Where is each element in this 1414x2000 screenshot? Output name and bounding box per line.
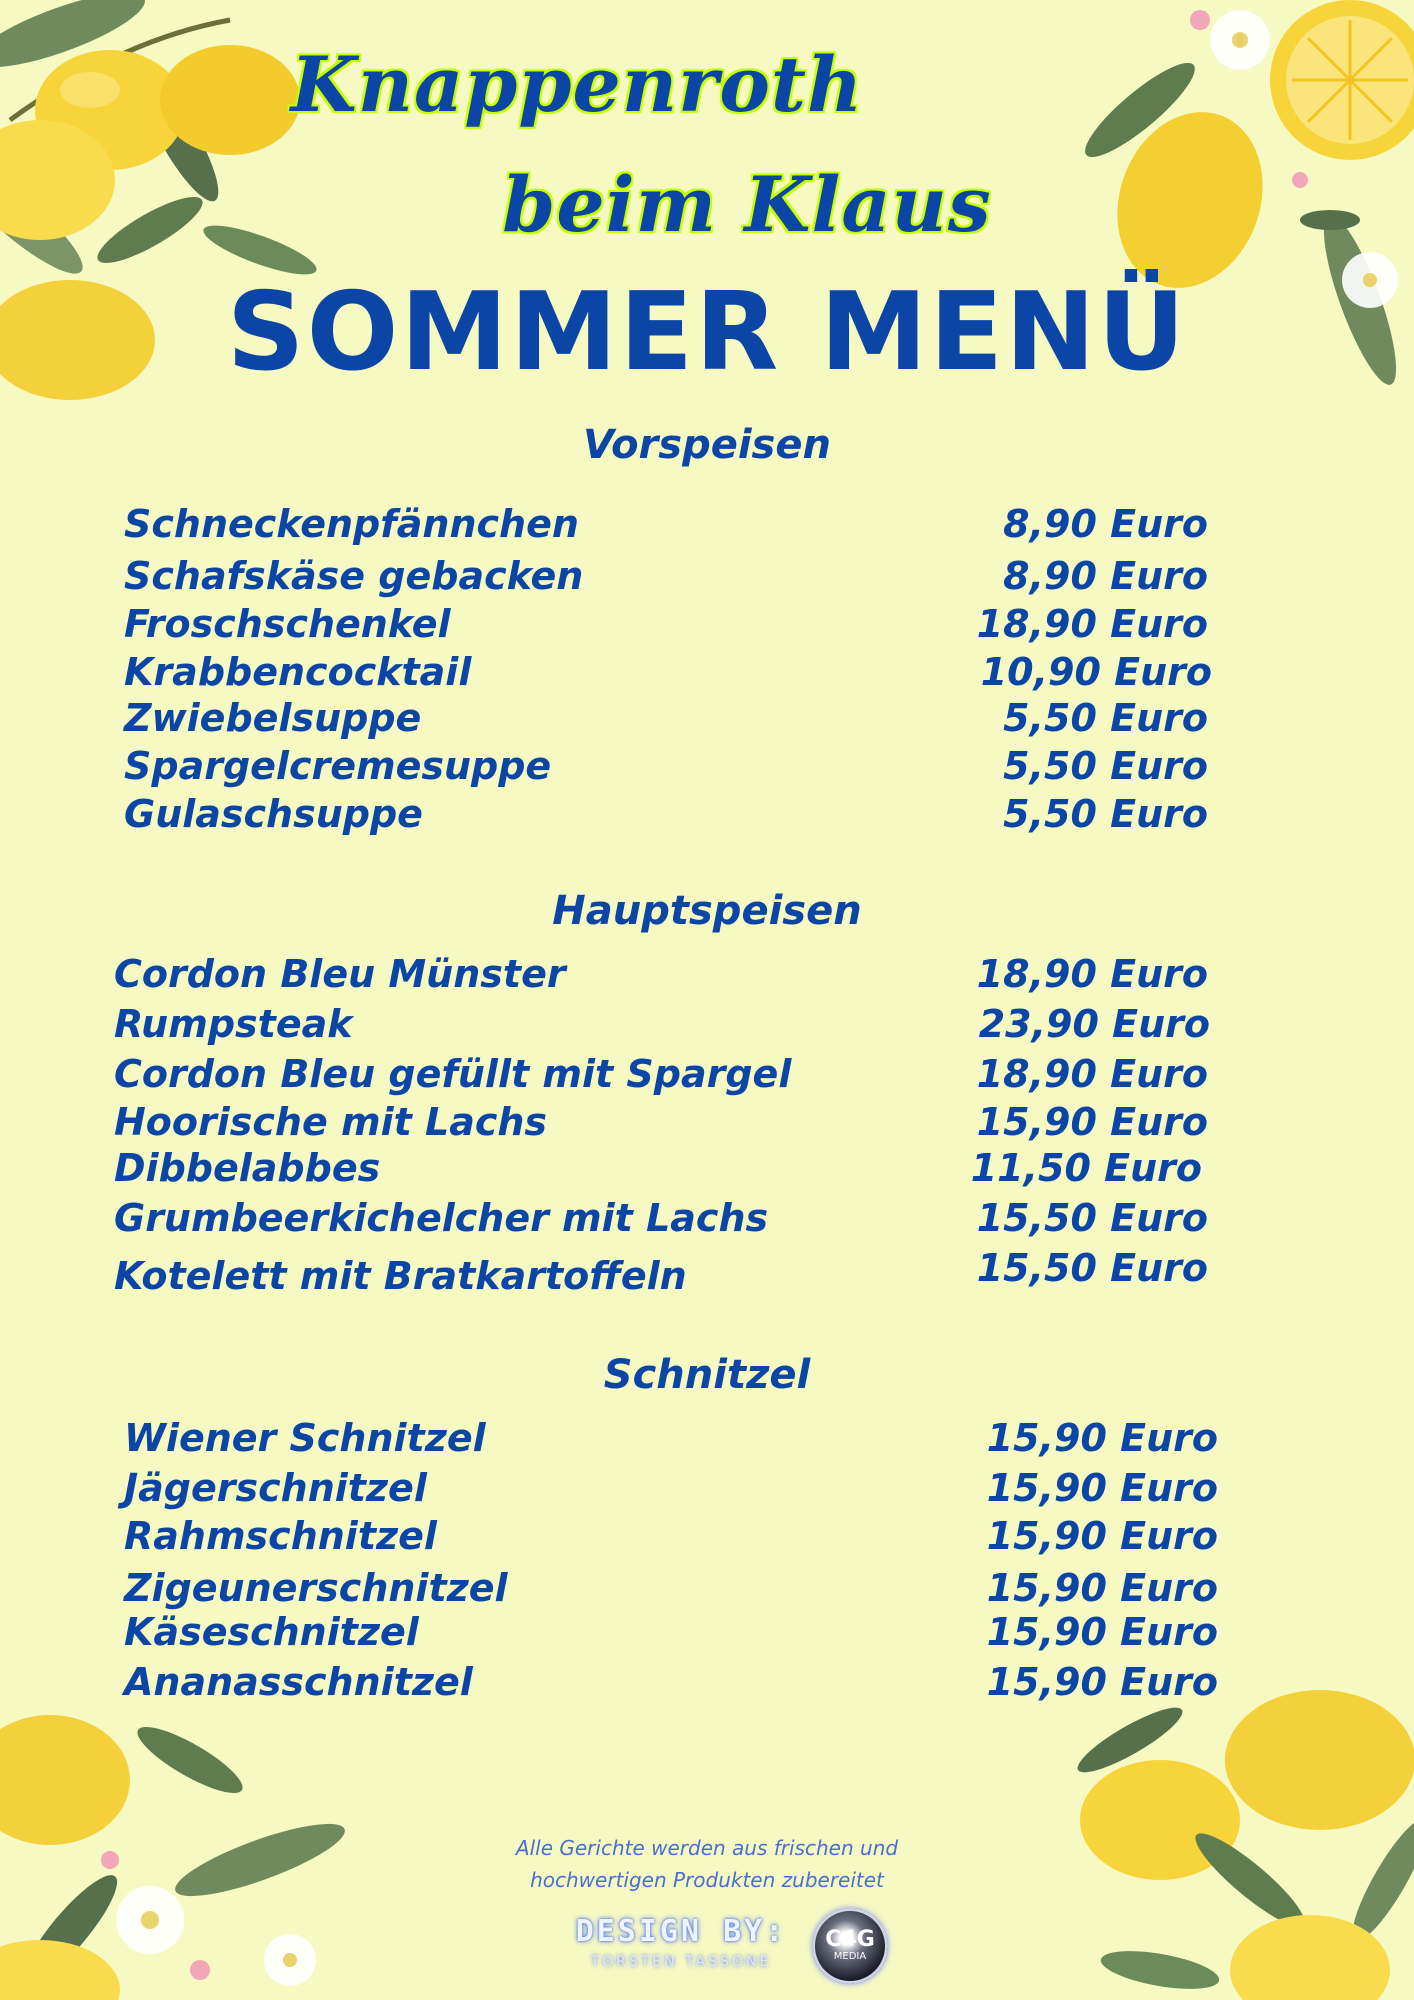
list-item	[114, 1052, 1208, 1100]
item-price: 15,90 Euro	[976, 1100, 1208, 1144]
item-price: 5,50 Euro	[1003, 792, 1208, 836]
item-name: Froschschenkel	[124, 602, 451, 646]
footer-note-line1: Alle Gerichte werden aus frischen und	[515, 1836, 899, 1860]
footer-note	[0, 1832, 1414, 1896]
list-item	[114, 1100, 1208, 1148]
item-name: Jägerschnitzel	[124, 1466, 427, 1510]
item-name: Krabbencocktail	[124, 650, 472, 694]
menu-title: SOMMER MENÜ	[226, 270, 1188, 395]
section-title-schnitzel: Schnitzel	[603, 1352, 811, 1398]
list-item	[124, 502, 1208, 550]
list-item	[124, 1514, 1218, 1562]
item-price: 8,90 Euro	[1003, 502, 1208, 546]
item-name: Zigeunerschnitzel	[124, 1566, 508, 1610]
item-name: Käseschnitzel	[124, 1610, 419, 1654]
list-item	[114, 1196, 1208, 1244]
item-price: 15,90 Euro	[986, 1466, 1218, 1510]
item-name: Dibbelabbes	[114, 1146, 381, 1190]
item-price: 10,90 Euro	[980, 650, 1212, 694]
list-item	[124, 1610, 1218, 1658]
item-price: 11,50 Euro	[970, 1146, 1202, 1190]
item-price: 15,50 Euro	[976, 1246, 1208, 1290]
item-price: 5,50 Euro	[1003, 744, 1208, 788]
list-item	[124, 1466, 1218, 1514]
item-name: Schafskäse gebacken	[124, 554, 584, 598]
item-name: Gulaschsuppe	[124, 792, 423, 836]
media-logo-text: C4G	[825, 1927, 875, 1952]
item-price: 18,90 Euro	[976, 1052, 1208, 1096]
item-price: 15,90 Euro	[986, 1416, 1218, 1460]
item-name: Kotelett mit Bratkartoffeln	[114, 1254, 687, 1298]
list-item	[124, 744, 1208, 792]
item-name: Cordon Bleu Münster	[114, 952, 566, 996]
item-price: 15,90 Euro	[986, 1514, 1218, 1558]
list-item	[114, 1146, 1202, 1194]
restaurant-name-line1: Knappenroth	[290, 40, 864, 129]
item-price: 8,90 Euro	[1003, 554, 1208, 598]
item-name: Rahmschnitzel	[124, 1514, 437, 1558]
restaurant-name-line2: beim Klaus	[502, 160, 992, 249]
media-logo-subtext: MEDIA	[833, 1951, 867, 1962]
item-name: Grumbeerkichelcher mit Lachs	[114, 1196, 769, 1240]
item-name: Spargelcremesuppe	[124, 744, 552, 788]
item-name: Cordon Bleu gefüllt mit Spargel	[114, 1052, 792, 1096]
item-name: Zwiebelsuppe	[124, 696, 422, 740]
list-item	[124, 602, 1208, 650]
list-item	[124, 696, 1208, 744]
section-title-vorspeisen: Vorspeisen	[583, 422, 831, 468]
list-item	[124, 650, 1212, 698]
item-price: 15,50 Euro	[976, 1196, 1208, 1240]
list-item	[124, 1416, 1218, 1464]
item-price: 23,90 Euro	[978, 1002, 1210, 1046]
list-item	[114, 1002, 1210, 1050]
item-name: Rumpsteak	[114, 1002, 353, 1046]
list-item	[124, 1660, 1218, 1708]
item-price: 15,90 Euro	[986, 1660, 1218, 1704]
item-name: Schneckenpfännchen	[124, 502, 579, 546]
item-price: 5,50 Euro	[1003, 696, 1208, 740]
item-price: 18,90 Euro	[976, 952, 1208, 996]
section-title-hauptspeisen: Hauptspeisen	[552, 888, 862, 934]
item-name: Hoorische mit Lachs	[114, 1100, 548, 1144]
designer-name: TORSTEN TASSONE	[590, 1954, 772, 1970]
design-credit-label: DESIGN BY:	[575, 1914, 787, 1949]
list-item	[124, 1566, 1218, 1614]
list-item	[114, 952, 1208, 1000]
item-price: 15,90 Euro	[986, 1566, 1218, 1610]
item-price: 18,90 Euro	[976, 602, 1208, 646]
list-item	[114, 1246, 1208, 1298]
item-price: 15,90 Euro	[986, 1610, 1218, 1654]
list-item	[124, 554, 1208, 602]
item-name: Wiener Schnitzel	[124, 1416, 486, 1460]
item-name: Ananasschnitzel	[124, 1660, 473, 1704]
list-item	[124, 792, 1208, 840]
footer-note-line2: hochwertigen Produkten zubereitet	[530, 1868, 884, 1892]
media-logo	[812, 1908, 888, 1984]
